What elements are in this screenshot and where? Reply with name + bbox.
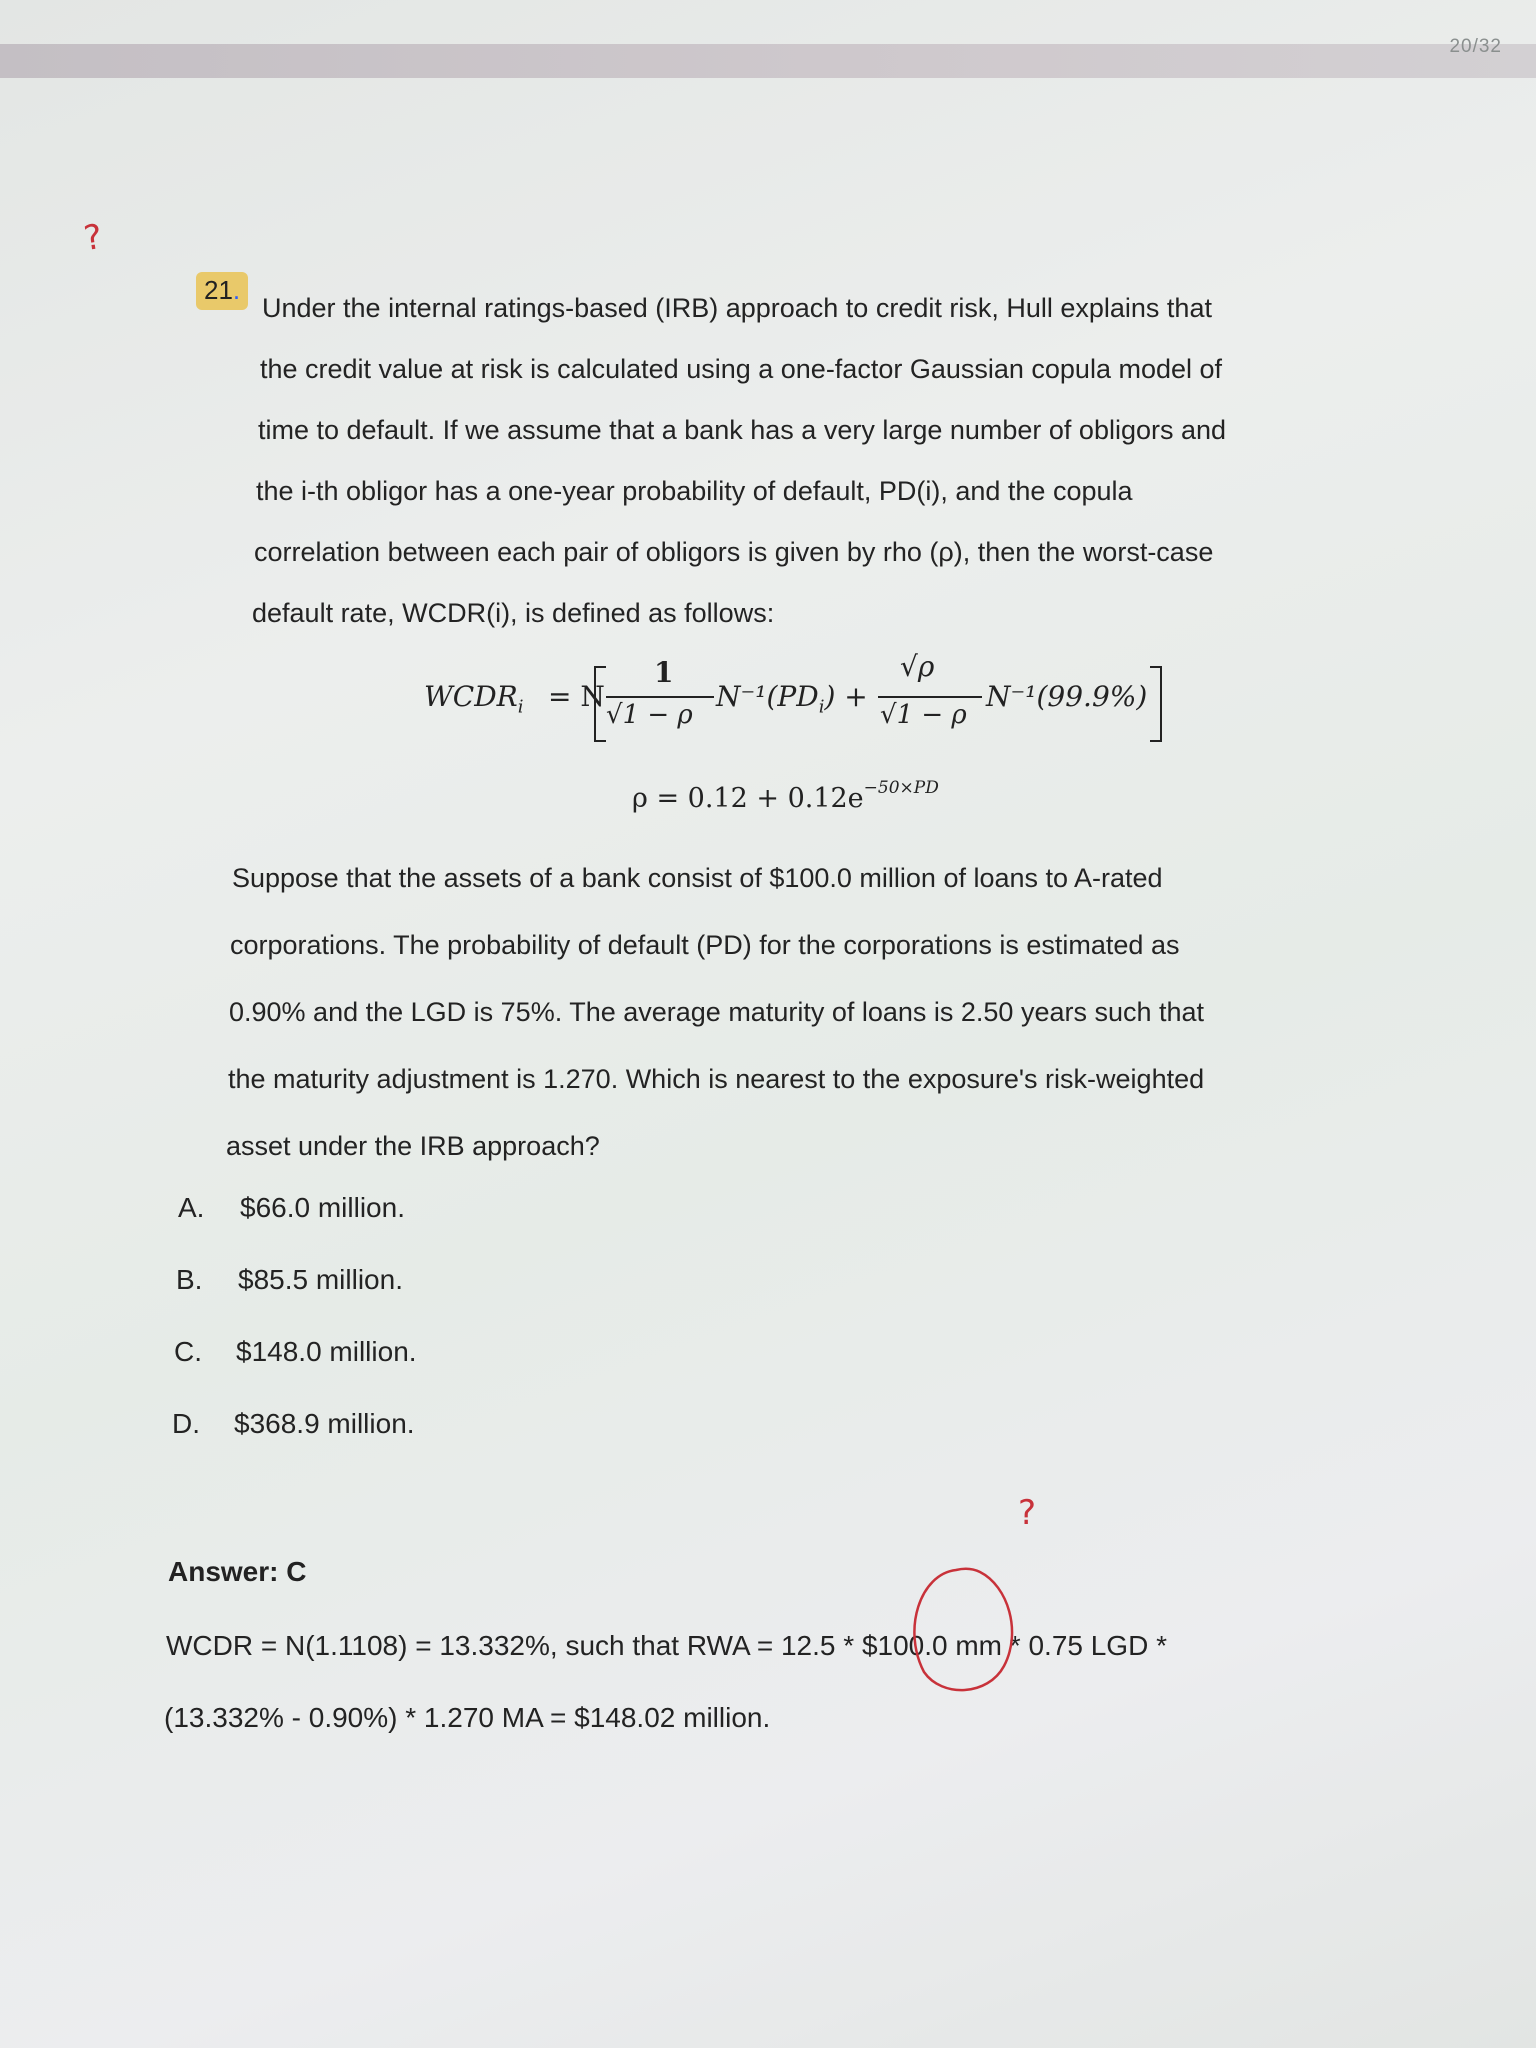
frac1-numerator: 1 [654, 656, 674, 689]
answer-title: Answer: C [168, 1556, 307, 1587]
option-text: $66.0 million. [240, 1192, 405, 1223]
option-c [174, 1336, 417, 1368]
option-text: $148.0 million. [236, 1336, 417, 1367]
fraction-line [606, 696, 714, 698]
annotation-question-mark: ? [1018, 1493, 1037, 1533]
option-b [176, 1264, 403, 1296]
top-bar [0, 44, 1536, 78]
question-number-badge [196, 272, 248, 310]
handwritten-question-mark: ? [81, 216, 105, 260]
page-number: 20/32 [1449, 36, 1502, 57]
rho-exponent: −50×PD [863, 778, 939, 798]
question-body [226, 845, 1205, 1180]
option-text: $85.5 million. [238, 1264, 403, 1295]
option-letter: A. [178, 1192, 205, 1223]
option-text: $368.9 million. [234, 1408, 415, 1439]
formula-eq: = N [548, 680, 605, 713]
frac2-denominator: √1 − ρ [880, 700, 967, 730]
formula-term1: $N^{-1}(PD_i)$ + [716, 680, 868, 718]
option-letter: B. [176, 1264, 203, 1295]
red-circle [914, 1569, 1012, 1690]
question-number: 21 [204, 275, 233, 305]
intro-line: default rate, WCDR(i), is defined as follows: [252, 598, 775, 628]
rho-formula [632, 778, 939, 814]
intro-line: Under the internal ratings-based (IRB) approach to credit risk, Hull explains that [262, 293, 1212, 323]
answer-line-2: (13.332% - 0.90%) * 1.270 MA = $148.02 million. [164, 1702, 771, 1733]
option-a [178, 1192, 405, 1224]
answer-line-1: WCDR = N(1.1108) = 13.332%, such that RWA = 12.5 * $100.0 mm * 0.75 LGD * [166, 1630, 1167, 1661]
rho-base: ρ = 0.12 + 0.12e [632, 783, 864, 814]
body-line: asset under the IRB approach? [226, 1131, 600, 1161]
intro-line: time to default. If we assume that a bank has a very large number of obligors and [258, 415, 1227, 445]
option-letter: C. [174, 1336, 202, 1367]
handwritten-circle-annotation [880, 1490, 1080, 1700]
body-line: corporations. The probability of default (PD) for the corporations is estimated as [230, 930, 1180, 960]
option-d [172, 1408, 415, 1440]
right-bracket [1150, 666, 1162, 742]
body-line: 0.90% and the LGD is 75%. The average maturity of loans is 2.50 years such that [229, 997, 1205, 1027]
question-number-dot: . [232, 275, 241, 305]
formula-lhs: $WCDR_i$ [424, 680, 524, 718]
wcdr-formula [424, 652, 1204, 762]
body-line: the maturity adjustment is 1.270. Which is nearest to the exposure's risk-weighted [228, 1064, 1205, 1094]
fraction-line [878, 696, 982, 698]
formula-term2: N⁻¹(99.9%) [986, 680, 1148, 713]
frac2-numerator: √ρ [900, 650, 935, 683]
question-intro [252, 278, 1227, 644]
frac1-denominator: √1 − ρ [606, 700, 693, 730]
intro-line: correlation between each pair of obligors is given by rho (ρ), then the worst-case [254, 537, 1214, 567]
left-bracket [594, 666, 606, 742]
option-letter: D. [172, 1408, 200, 1439]
intro-line: the i-th obligor has a one-year probability of default, PD(i), and the copula [256, 476, 1133, 506]
body-line: Suppose that the assets of a bank consist of $100.0 million of loans to A-rated [232, 863, 1163, 893]
intro-line: the credit value at risk is calculated using a one-factor Gaussian copula model of [260, 354, 1223, 384]
